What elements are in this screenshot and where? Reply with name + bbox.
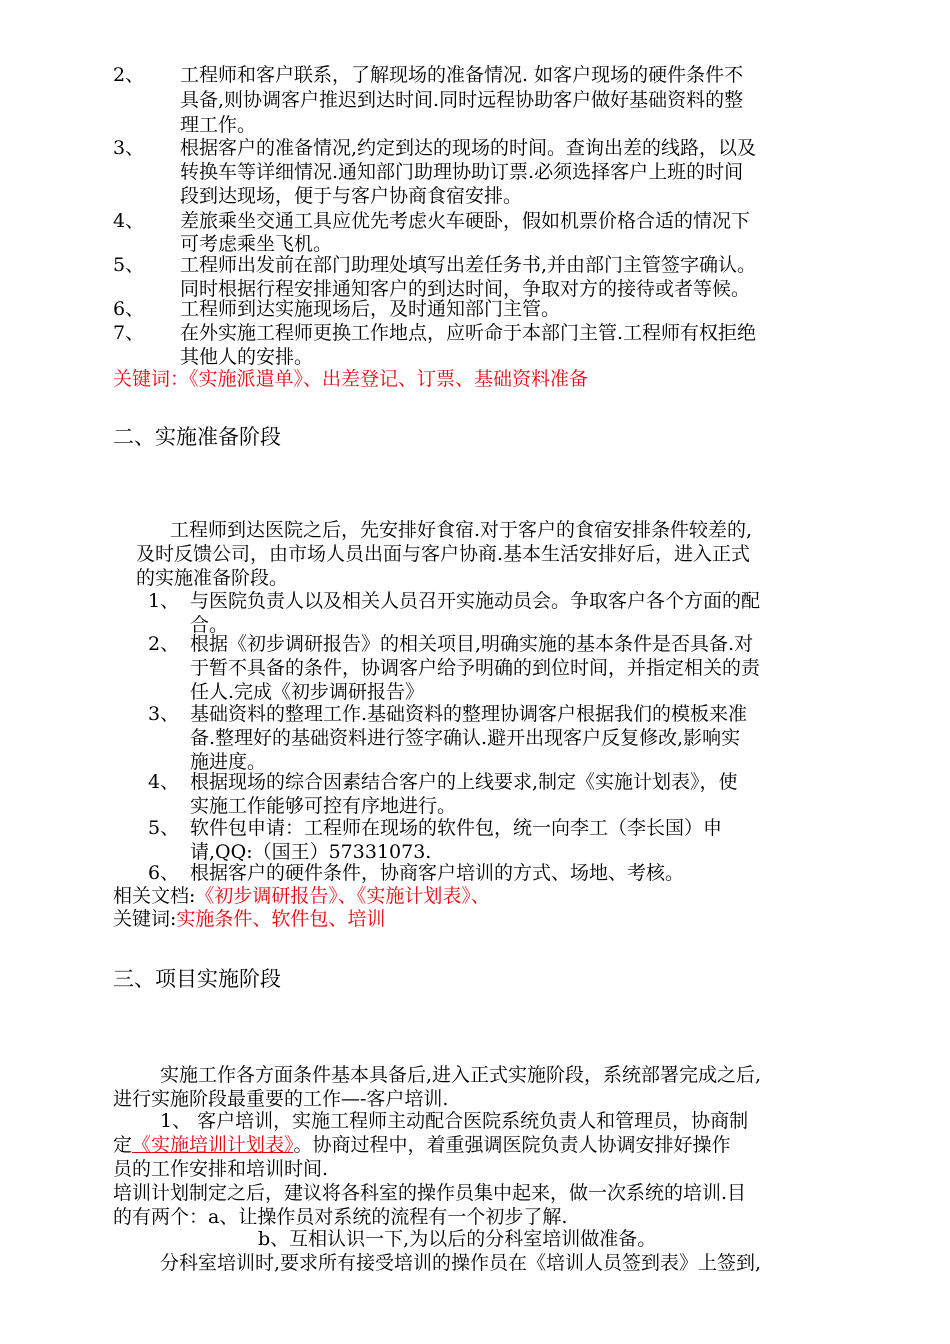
item-number: 3、 [113,137,145,159]
text-line [113,1134,731,1157]
item-number: 4、 [148,771,180,793]
text-line: 工程师到达实施现场后，及时通知部门主管。 [180,298,561,320]
text-line: 及时反馈公司，由市场人员出面与客户协商.基本生活安排好后，进入正式 [136,543,751,565]
related-docs-label: 相关文档: [113,885,196,907]
text-line: 在外实施工程师更换工作地点，应听命于本部门主管.工程师有权拒绝 [180,322,757,344]
item-number: 4、 [113,210,145,232]
text-line: 员的工作安排和培训时间. [113,1158,329,1180]
item-number: 7、 [113,322,145,344]
item-number: 5、 [113,254,145,276]
text-line: 段到达现场，便于与客户协商食宿安排。 [180,185,523,207]
related-docs-line [113,885,490,908]
text-line: 基础资料的整理工作.基础资料的整理协调客户根据我们的模板来准 [190,703,748,725]
text-line: 备.整理好的基础资料进行签字确认.避开出现客户反复修改,影响实 [190,727,741,749]
keywords-value: 实施条件、软件包、培训 [176,908,386,930]
item-number: 1、 [148,590,180,612]
item-number: 5、 [148,817,180,839]
text-fragment: 定 [113,1134,133,1156]
text-line: 具备,则协调客户推迟到达时间.同时远程协助客户做好基础资料的整 [180,89,744,111]
text-line: 可考虑乘坐飞机。 [180,233,333,255]
text-line: 同时根据行程安排通知客户的到达时间，争取对方的接待或者等候。 [180,278,751,300]
text-line: 培训计划制定之后，建议将各科室的操作员集中起来，做一次系统的培训.目 [113,1182,747,1204]
text-line: 转换车等详细情况.通知部门助理协助订票.必须选择客户上班的时间 [180,161,744,183]
text-line: 实施工作能够可控有序地进行。 [190,795,457,817]
keywords-line: 关键词：《实施派遣单》、出差登记、订票、基础资料准备 [113,368,589,390]
section-heading: 三、项目实施阶段 [113,967,281,991]
item-number: 3、 [148,703,180,725]
text-line: 任人.完成《初步调研报告》 [190,681,425,703]
text-line: 根据客户的准备情况,约定到达的现场的时间。查询出差的线路，以及 [180,137,757,159]
text-line: 工程师出发前在部门助理处填写出差任务书,并由部门主管签字确认。 [180,254,757,276]
text-fragment: 。协商过程中，着重强调医院负责人协调安排好操作 [293,1134,731,1156]
text-line: 工程师到达医院之后，先安排好食宿.对于客户的食宿安排条件较差的, [170,519,753,541]
text-line: 其他人的安排。 [180,346,314,368]
text-line: 与医院负责人以及相关人员召开实施动员会。争取客户各个方面的配 [190,590,761,612]
text-line: 分科室培训时,要求所有接受培训的操作员在《培训人员签到表》上签到, [160,1252,762,1274]
text-line: 的实施准备阶段。 [136,567,289,589]
text-line: 根据《初步调研报告》的相关项目,明确实施的基本条件是否具备.对 [190,633,754,655]
text-line: 进行实施阶段最重要的工作—-客户培训. [113,1088,449,1110]
training-plan-link[interactable]: 《实施培训计划表》 [132,1134,294,1156]
section-heading: 二、实施准备阶段 [113,425,281,449]
text-line: 合。 [190,614,229,636]
text-line: 1、 客户培训，实施工程师主动配合医院系统负责人和管理员，协商制 [160,1110,749,1132]
item-number: 2、 [113,64,145,86]
text-line: 的有两个：a、让操作员对系统的流程有一个初步了解. [113,1206,568,1228]
text-line: 根据现场的综合因素结合客户的上线要求,制定《实施计划表》，使 [190,771,738,793]
item-number: 6、 [113,298,145,320]
text-line: 于暂不具备的条件，协调客户给予明确的到位时间，并指定相关的责 [190,657,761,679]
item-number: 2、 [148,633,180,655]
text-line: 施进度。 [190,751,267,773]
text-line: 理工作。 [180,114,257,136]
keywords-line [113,908,385,931]
text-line: 差旅乘坐交通工具应优先考虑火车硬卧，假如机票价格合适的情况下 [180,210,751,232]
keywords-label: 关键词: [113,908,177,930]
item-number: 6、 [148,862,180,884]
related-docs-value: 《初步调研报告》、《实施计划表》、 [195,885,490,907]
text-line: b、互相认识一下,为以后的分科室培训做准备。 [258,1228,657,1250]
text-line: 根据客户的硬件条件，协商客户培训的方式、场地、考核。 [190,862,685,884]
text-line: 软件包申请：工程师在现场的软件包，统一向李工（李长国）申 [190,817,723,839]
text-line: 实施工作各方面条件基本具备后,进入正式实施阶段，系统部署完成之后, [160,1064,762,1086]
text-line: 工程师和客户联系，了解现场的准备情况. 如客户现场的硬件条件不 [180,64,744,86]
text-line: 请,QQ:（国王）57331073. [190,841,432,863]
